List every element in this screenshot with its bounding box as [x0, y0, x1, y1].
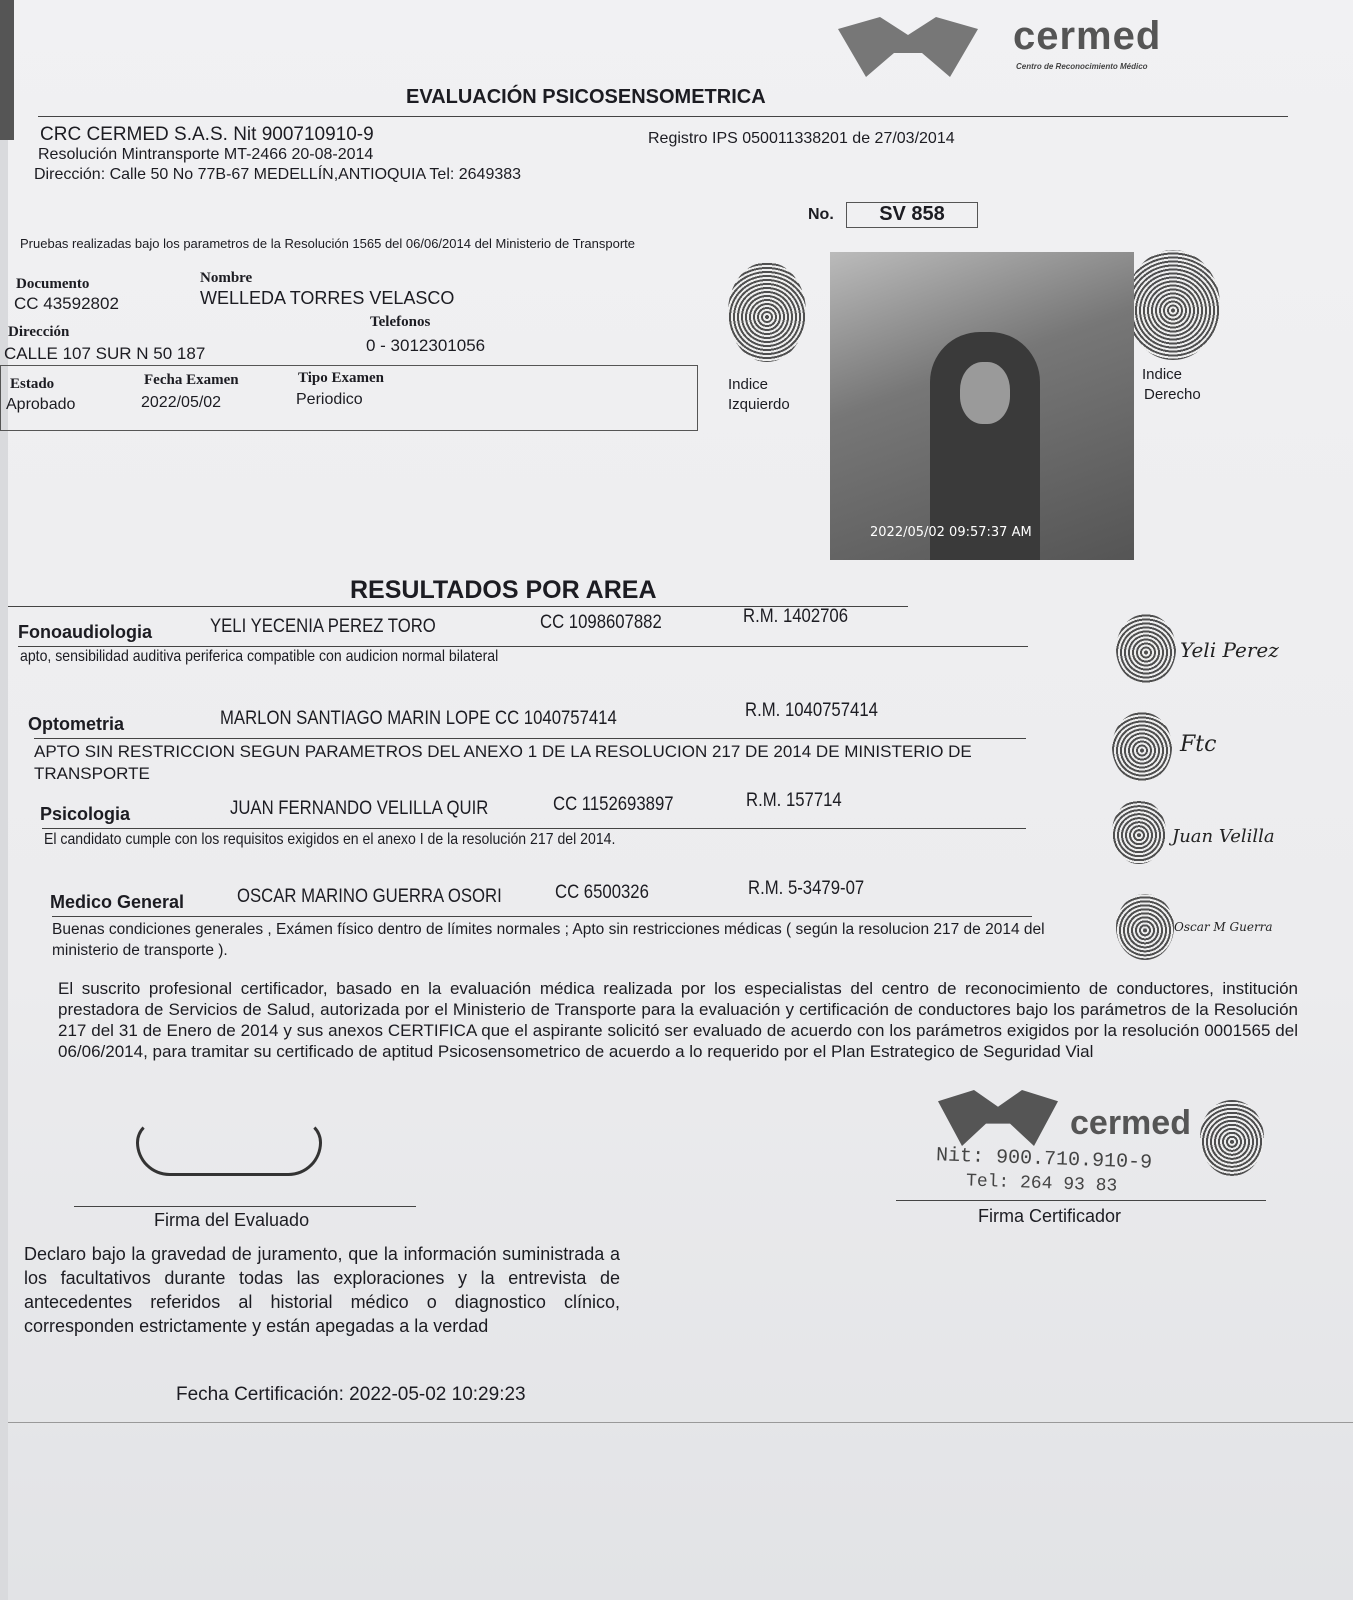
fingerprint-left-label-1: Indice [728, 376, 769, 393]
divider [34, 738, 1026, 739]
patient-photo [830, 252, 1134, 560]
estado-value: Aprobado [6, 396, 76, 413]
company-resolucion: Resolución Mintransporte MT-2466 20-08-2014 [38, 146, 374, 163]
result-text: Buenas condiciones generales , Exámen físico dentro de límites normales ; Apto sin restricciones médicas ( según la resolucion 217 de 2014 del ministerio de transporte ). [52, 921, 1045, 959]
signature: Juan Velilla [1172, 826, 1275, 847]
stamp-nit: Nit: 900.710.910-9 [935, 1144, 1153, 1175]
telefonos-label: Telefonos [370, 314, 431, 330]
result-text: apto, sensibilidad auditiva periferica compatible con audicion normal bilateral [20, 648, 499, 665]
fingerprint-right-label-2: Derecho [1144, 386, 1201, 403]
result-area-psicologia: Psicologia [40, 804, 131, 824]
fingerprint-icon [1116, 894, 1174, 960]
pruebas-text: Pruebas realizadas bajo los parametros de la Resolución 1565 del 06/06/2014 del Ministerio de Transporte [20, 236, 635, 251]
result-area-fonoaudiologia: Fonoaudiologia [18, 622, 152, 642]
fecha-value: 2022/05/02 [141, 394, 222, 411]
result-text: El candidato cumple con los requisitos exigidos en el anexo I de la resolución 217 del 2014. [44, 831, 616, 848]
result-name: OSCAR MARINO GUERRA OSORI [237, 886, 502, 907]
signature-line [74, 1206, 416, 1207]
result-area-optometria: Optometria [28, 714, 125, 734]
result-rm: R.M. 1040757414 [745, 700, 878, 721]
divider [52, 916, 1032, 917]
result-cc: CC 1098607882 [540, 612, 662, 633]
results-title: RESULTADOS POR AREA [350, 576, 657, 604]
signature: Ftc [1180, 732, 1217, 757]
result-cc: CC 6500326 [555, 882, 649, 903]
direccion-label: Dirección [8, 324, 70, 340]
company-direccion: Dirección: Calle 50 No 77B-67 MEDELLÍN,ANTIOQUIA Tel: 2649383 [34, 166, 522, 183]
direccion-value: CALLE 107 SUR N 50 187 [4, 344, 206, 363]
result-text: APTO SIN RESTRICCION SEGUN PARAMETROS DEL ANEXO 1 DE LA RESOLUCION 217 DE 2014 DE MINISTERIO DE TRANSPORTE [34, 742, 972, 783]
fingerprint-left-icon [728, 262, 806, 362]
divider [38, 116, 1288, 117]
certification-text: El suscrito profesional certificador, basado en la evaluación médica realizada por los especialistas del centro de reconocimiento de conductores, institución prestadora de Servicios de Salud, autorizada por el Ministerio de Transporte para la evaluación y certificación de conductores bajo los parámetros de la Resolución 217 del 31 de Enero de 2014 y sus anexos CERTIFICA que el aspirante solicitó ser evaluado de acuerdo con los parámetros exigidos por la resolución 0001565 del 06/06/2014, para tramitar su certificado de aptitud Psicosensometrico de acuerdo a lo requerido por el Plan Estrategico de Seguridad Vial [58, 979, 1298, 1061]
stamp-tel: Tel: 264 93 83 [965, 1171, 1118, 1197]
company-name: CRC CERMED S.A.S. Nit 900710910-9 [40, 124, 374, 145]
signature: Oscar M Guerra [1174, 920, 1273, 934]
fingerprint-icon [1112, 800, 1166, 864]
result-cc: CC 1152693897 [553, 794, 674, 815]
result-name: YELI YECENIA PEREZ TORO [210, 616, 436, 637]
signature: Yeli Perez [1180, 638, 1279, 662]
document-title: EVALUACIÓN PSICOSENSOMETRICA [406, 86, 766, 108]
fecha-certificacion: Fecha Certificación: 2022-05-02 10:29:23 [176, 1384, 526, 1405]
numero-label: No. [808, 206, 834, 223]
company-registro: Registro IPS 050011338201 de 27/03/2014 [648, 130, 955, 147]
background-edge [0, 0, 14, 140]
fingerprint-icon [1200, 1100, 1264, 1176]
stamp-brand: cermed [1070, 1104, 1191, 1142]
logo-mark-icon [838, 17, 978, 77]
fecha-label: Fecha Examen [144, 372, 239, 388]
document-page [4, 0, 1353, 1600]
numero-value: SV 858 [846, 202, 978, 228]
fingerprint-icon [1116, 614, 1176, 684]
documento-value: CC 43592802 [14, 294, 119, 313]
fingerprint-right-label-1: Indice [1142, 366, 1183, 383]
signature-line [896, 1200, 1266, 1201]
stamp-logo-icon [938, 1090, 1058, 1146]
person-face [960, 362, 1010, 424]
certificador-stamp [930, 1090, 1270, 1200]
nombre-label: Nombre [200, 270, 253, 286]
evaluado-signature-icon [136, 1120, 322, 1176]
tipo-value: Periodico [296, 391, 363, 408]
result-name: MARLON SANTIAGO MARIN LOPE CC 1040757414 [220, 708, 617, 729]
result-rm: R.M. 1402706 [743, 606, 849, 627]
divider [42, 828, 1026, 829]
tipo-label: Tipo Examen [298, 370, 384, 386]
result-name: JUAN FERNANDO VELILLA QUIR [230, 798, 489, 819]
telefonos-value: 0 - 3012301056 [366, 336, 486, 355]
nombre-value: WELLEDA TORRES VELASCO [200, 288, 455, 308]
divider [8, 1422, 1353, 1423]
result-rm: R.M. 157714 [746, 790, 842, 811]
logo-brand: cermed [1013, 14, 1162, 58]
photo-timestamp: 2022/05/02 09:57:37 AM [870, 525, 1032, 540]
logo-tagline: Centro de Reconocimiento Médico [1016, 62, 1148, 71]
documento-label: Documento [16, 276, 90, 292]
result-rm: R.M. 5-3479-07 [748, 878, 865, 899]
result-area-medico-general: Medico General [50, 892, 185, 912]
estado-label: Estado [10, 376, 55, 392]
fingerprint-icon [1112, 712, 1172, 782]
declaracion-text: Declaro bajo la gravedad de juramento, que la información suministrada a los facultativos durante todas las exploraciones y la entrevista de antecedentes referidos al historial médico o diagnostico clínico, corresponden estrictamente y están apegadas a la verdad [24, 1244, 620, 1336]
firma-evaluado-label: Firma del Evaluado [154, 1210, 310, 1230]
divider [18, 646, 1028, 647]
firma-certificador-label: Firma Certificador [978, 1206, 1122, 1226]
fingerprint-left-label-2: Izquierdo [728, 396, 790, 413]
cermed-logo [838, 12, 1218, 82]
fingerprint-right-icon [1126, 250, 1220, 360]
